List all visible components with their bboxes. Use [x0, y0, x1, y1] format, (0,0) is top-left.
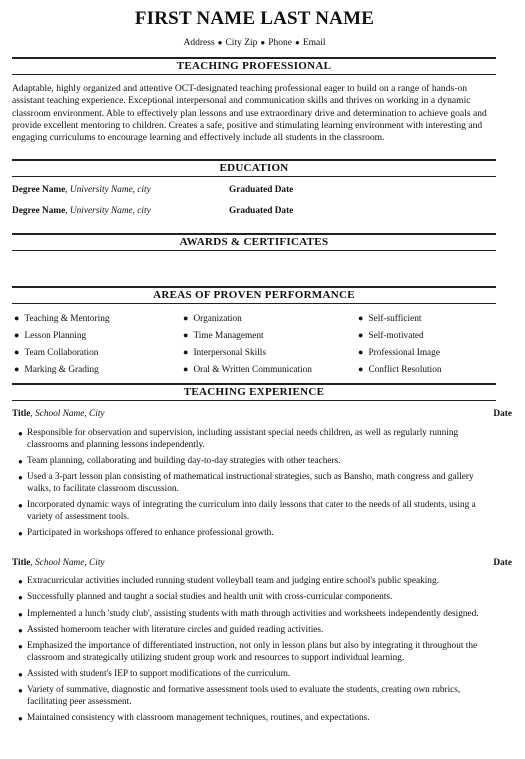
degree-name: Degree Name — [12, 185, 66, 195]
bullet-icon: ● — [14, 364, 20, 374]
list-item — [18, 609, 492, 621]
list-item — [18, 528, 492, 540]
bullet-icon: ● — [18, 501, 23, 511]
bullet-text: Assisted with student's IEP to support modifications of the curriculum. — [27, 669, 291, 680]
bullet-icon: ● — [14, 330, 20, 340]
bullet-icon: ● — [18, 593, 23, 603]
contact-phone: Phone — [268, 38, 292, 48]
bullet-icon: ● — [183, 364, 189, 374]
section-heading-education: EDUCATION — [12, 159, 496, 177]
education-entry: Degree Name, University Name, city Graduated Date — [12, 185, 294, 195]
bullet-icon: ● — [18, 625, 23, 635]
bullet-icon: ● — [260, 38, 266, 47]
bullet-icon: ● — [18, 529, 23, 539]
job-bullets — [18, 428, 492, 545]
bullet-icon: ● — [358, 330, 364, 340]
skill-label: Time Management — [193, 331, 264, 341]
list-item — [18, 685, 492, 708]
skill-label: Conflict Resolution — [368, 365, 442, 375]
contact-line — [0, 38, 509, 48]
job-date: Date — [493, 558, 512, 568]
school-name: School Name, City — [35, 558, 105, 568]
bullet-icon: ● — [18, 429, 23, 438]
bullet-icon: ● — [18, 714, 23, 724]
education-entry: Degree Name, University Name, city Graduated Date — [12, 206, 294, 216]
bullet-icon: ● — [358, 347, 364, 357]
skills-column — [14, 312, 110, 380]
skill-label: Marking & Grading — [24, 365, 99, 375]
graduation-date: Graduated Date — [229, 206, 294, 216]
bullet-text: Team planning, collaborating and building day-to-day strategies with other teachers. — [27, 456, 341, 466]
skill-item — [14, 312, 110, 329]
bullet-icon: ● — [18, 642, 23, 652]
list-item — [18, 592, 492, 604]
university-name: University Name, city — [69, 185, 151, 195]
graduation-date: Graduated Date — [229, 185, 294, 195]
bullet-text: Assisted homeroom teacher with literature circles and guided reading activities. — [27, 624, 324, 635]
skill-item — [358, 329, 442, 346]
skill-item — [183, 329, 312, 346]
school-name: School Name, City — [35, 409, 105, 419]
job-title: Title — [12, 558, 31, 568]
skill-item — [14, 363, 110, 380]
list-item — [18, 713, 492, 725]
bullet-icon: ● — [294, 38, 300, 47]
job-header: Title, School Name, City Date — [12, 409, 512, 419]
list-item — [18, 428, 492, 451]
skill-label: Teaching & Mentoring — [24, 314, 110, 324]
bullet-text: Successfully planned and taught a social studies and health unit with cross-curricular components. — [27, 592, 393, 603]
bullet-icon: ● — [18, 609, 23, 619]
contact-email: Email — [302, 38, 326, 48]
bullet-text: Maintained consistency with classroom management techniques, routines, and expectations. — [27, 713, 370, 724]
skill-label: Self-sufficient — [368, 314, 422, 324]
skills-column — [183, 312, 312, 380]
bullet-icon: ● — [183, 347, 189, 357]
list-item — [18, 669, 492, 681]
bullet-icon: ● — [14, 313, 20, 323]
bullet-icon: ● — [183, 313, 189, 323]
skill-item — [183, 363, 312, 380]
candidate-name: FIRST NAME LAST NAME — [134, 8, 375, 29]
skill-item — [183, 346, 312, 363]
contact-city-zip: City Zip — [225, 38, 258, 48]
list-item — [18, 641, 492, 664]
bullet-icon: ● — [358, 364, 364, 374]
skill-item — [183, 312, 312, 329]
bullet-text: Emphasized the importance of differentiated instruction, not only in lesson plans but also by integrating it throughout the classroom and strategically utilizing student group work and resources to support individual learning. — [27, 641, 478, 663]
degree-name: Degree Name — [12, 206, 66, 216]
bullet-icon: ● — [14, 347, 20, 357]
list-item — [18, 500, 492, 523]
bullet-text: Incorporated dynamic ways of integrating the curriculum into daily lessons that cater to the needs of all students, using a variety of assessment tools. — [27, 500, 476, 522]
bullet-text: Extracurricular activities included running student volleyball team and judging entire school's public speaking. — [27, 576, 439, 586]
bullet-icon: ● — [183, 330, 189, 340]
bullet-icon: ● — [18, 457, 23, 466]
section-heading-summary: TEACHING PROFESSIONAL — [12, 57, 496, 75]
bullet-text: Used a 3-part lesson plan consisting of mathematical instructional strategies, such as Bansho, math congress and gallery walks, to facilitate classroom discussion. — [27, 472, 474, 494]
skill-label: Interpersonal Skills — [193, 348, 266, 358]
skill-label: Oral & Written Communication — [193, 365, 312, 375]
skill-item — [358, 346, 442, 363]
skills-column — [358, 312, 442, 380]
skill-label: Self-motivated — [368, 331, 424, 341]
bullet-icon: ● — [358, 313, 364, 323]
list-item — [18, 472, 492, 495]
job-title: Title — [12, 409, 31, 419]
bullet-text: Participated in workshops offered to enhance professional growth. — [27, 528, 274, 539]
bullet-icon: ● — [18, 670, 23, 680]
job-bullets — [18, 576, 492, 730]
job-header: Title, School Name, City Date — [12, 558, 512, 568]
skill-item — [14, 346, 110, 363]
bullet-icon: ● — [18, 577, 23, 586]
list-item — [18, 625, 492, 637]
list-item — [18, 576, 492, 588]
bullet-text: Implemented a lunch 'study club', assisting students with math through activities and worksheets independently designed. — [27, 608, 479, 619]
bullet-icon: ● — [217, 38, 223, 47]
list-item — [18, 456, 492, 468]
skill-item — [14, 329, 110, 346]
job-date: Date — [493, 409, 512, 419]
university-name: University Name, city — [69, 206, 151, 216]
skill-label: Organization — [193, 314, 242, 324]
bullet-icon: ● — [18, 473, 23, 483]
section-heading-awards: AWARDS & CERTIFICATES — [12, 233, 496, 251]
skill-label: Lesson Planning — [24, 331, 87, 341]
bullet-icon: ● — [18, 686, 23, 696]
skill-label: Professional Image — [368, 348, 440, 358]
contact-address: Address — [183, 38, 215, 48]
bullet-text: Responsible for observation and supervision, including assistant special needs children, as well as regularly running classrooms and planning lessons independently. — [27, 428, 459, 450]
section-heading-performance: AREAS OF PROVEN PERFORMANCE — [12, 286, 496, 304]
skill-item — [358, 363, 442, 380]
skill-label: Team Collaboration — [24, 348, 99, 358]
bullet-text: Variety of summative, diagnostic and formative assessment tools used to evaluate the students, creating own rubrics, facilitating peer assessment. — [27, 685, 461, 708]
section-heading-experience: TEACHING EXPERIENCE — [12, 383, 496, 401]
summary-paragraph: Adaptable, highly organized and attentive OCT-designated teaching professional eager to build on a range of hands-on assistant teaching experience. Exceptional interpersonal and communication skills and thrives on working in a dynamic classroom environment. Able to effectively plan lessons and use extraordinary drive and determination to achieve goals and provide excellent mentoring to children. Creates a safe, positive and stimulating learning environment with interesting and engaging curriculums to encourage learning and effectively include all students in the classroom. — [12, 83, 487, 144]
skill-item — [358, 312, 442, 329]
